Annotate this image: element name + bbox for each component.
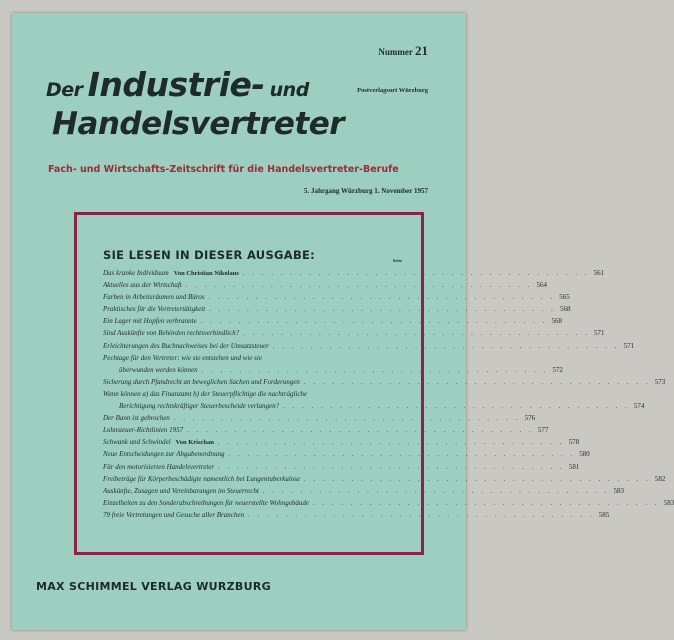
toc-leader-dots: . . . . . . . . . . . . . . . . . . . . . . . . . . . . . . . . . . . . . — [303, 377, 651, 386]
toc-entry — [103, 388, 645, 412]
toc-entry-title: Der Bann ist gebrochen — [103, 414, 170, 423]
toc-entry-title: Ein Lager mit Hopfen verbrannte — [103, 317, 197, 326]
toc-entry-title: Erleichterungen des Buchnachweises bei der Umsatzsteuer — [103, 341, 269, 350]
toc-entry-title: überwunden werden können — [119, 365, 198, 374]
toc-entry-line — [103, 497, 674, 509]
toc-entry-title: Schwank und Schwindel — [103, 438, 171, 447]
toc-leader-dots: . . . . . . . . . . . . . . . . . . . . . . . . . . . . . . . . . . . . . — [272, 341, 620, 350]
issue-number-label: Nummer — [378, 47, 413, 57]
toc-entry-title: Berichtigung rechtskräftiger Steuerbescheide verlangen? — [119, 402, 280, 411]
toc-entry-title: Das kranke Individuum — [103, 269, 169, 277]
toc-entry-title: Einzelheiten zu den Sonderabschreibungen für neuerstellte Wohngebäude — [103, 498, 309, 507]
toc-leader-dots: . . . . . . . . . . . . . . . . . . . . . . . . . . . . . . . . . . . . . — [242, 269, 590, 277]
toc-entry-page: 574 — [633, 402, 645, 411]
toc-entry-line — [103, 473, 666, 485]
toc-entry — [103, 279, 547, 291]
toc-entry-page: 576 — [524, 414, 536, 423]
masthead-subtitle: Fach- und Wirtschafts-Zeitschrift für die Handelsvertreter-Berufe — [48, 164, 399, 175]
toc-entry-page: 578 — [568, 438, 580, 447]
toc-leader-dots: . . . . . . . . . . . . . . . . . . . . . . . . . . . . . . . . . . . . . — [304, 474, 651, 483]
toc-leader-dots: . . . . . . . . . . . . . . . . . . . . . . . . . . . . . . . . . . . . . — [200, 317, 548, 326]
toc-entry-title: Auskünfte, Zusagen und Vereinbarungen im Steuerrecht — [103, 486, 259, 495]
toc-entry-title: Neue Entscheidungen zur Abgabenordnung — [103, 450, 225, 459]
toc-leader-dots: . . . . . . . . . . . . . . . . . . . . . . . . . . . . . . . . . . . . . — [185, 281, 533, 290]
table-of-contents — [74, 212, 674, 555]
toc-entry-line — [103, 424, 549, 436]
toc-leader-dots: . . . . . . . . . . . . . . . . . . . . . . . . . . . . . . . . . . . . . — [228, 450, 576, 459]
toc-leader-dots: . . . . . . . . . . . . . . . . . . . . . . . . . . . . . . . . . . . . . — [262, 486, 610, 495]
toc-entry — [103, 509, 610, 521]
toc-entry-page: 580 — [579, 450, 590, 459]
toc-entry-line — [103, 376, 666, 388]
toc-entry-title: Praktisches für die Vertretertätigkeit — [103, 305, 206, 314]
toc-heading: SIE LESEN IN DIESER AUSGABE: — [103, 248, 316, 262]
toc-entry-title: 79 freie Vertretungen und Gesuche aller Branchen — [103, 510, 245, 519]
toc-entry-line — [103, 448, 590, 460]
toc-entry — [103, 497, 674, 509]
toc-entry-line — [103, 364, 563, 376]
magazine-cover — [12, 13, 674, 630]
title-und: und — [269, 79, 309, 101]
toc-leader-dots: . . . . . . . . . . . . . . . . . . . . . . . . . . . . . . . . . . . . . — [217, 438, 565, 447]
toc-entry-page: 565 — [559, 293, 570, 302]
toc-leader-dots: . . . . . . . . . . . . . . . . . . . . . . . . . . . . . . . . . . . . . — [201, 365, 549, 374]
toc-entry-title: Wann können a) das Finanzamt b) der Steuerpflichtige die nachträgliche — [103, 389, 308, 398]
toc-leader-dots: . . . . . . . . . . . . . . . . . . . . . . . . . . . . . . . . . . . . . — [218, 462, 565, 471]
toc-entry — [103, 473, 666, 485]
toc-leader-dots: . . . . . . . . . . . . . . . . . . . . . . . . . . . . . . . . . . . . . — [209, 305, 556, 314]
toc-entry — [103, 448, 590, 460]
toc-entry-page: 583 — [613, 486, 625, 495]
toc-entry-title: Lohnsteuer-Richtlinien 1957 — [103, 426, 184, 435]
toc-entry-line — [103, 400, 645, 412]
toc-leader-dots: . . . . . . . . . . . . . . . . . . . . . . . . . . . . . . . . . . . . . — [248, 510, 595, 519]
toc-entry-author: Von Krischan — [175, 439, 214, 447]
toc-entry — [103, 315, 562, 327]
toc-entry-line — [103, 340, 635, 352]
toc-entry — [103, 485, 625, 497]
masthead-title-line1 — [46, 65, 309, 104]
toc-entry-line — [103, 352, 407, 364]
edition-info: 5. Jahrgang Würzburg 1. November 1957 — [304, 187, 428, 195]
toc-entry-page: 577 — [537, 426, 549, 435]
toc-entry — [103, 340, 635, 352]
toc-list — [103, 267, 674, 521]
title-industrie: Industrie- — [87, 65, 265, 104]
toc-entry-page: 582 — [654, 474, 666, 483]
toc-entry — [103, 436, 580, 448]
toc-entry-author: Von Christian Nikolaus — [173, 270, 239, 277]
toc-entry-title: Für den motorisierten Handelsvertreter — [103, 462, 215, 471]
toc-leader-dots: . . . . . . . . . . . . . . . . . . . . . . . . . . . . . . . . . . . . . — [208, 293, 556, 302]
toc-entry-line — [103, 388, 407, 400]
toc-entry-page: 571 — [593, 329, 605, 338]
toc-entry-page: 568 — [559, 305, 571, 314]
toc-leader-dots: . . . . . . . . . . . . . . . . . . . . . . . . . . . . . . . . . . . . . — [243, 329, 590, 338]
title-der: Der — [46, 79, 83, 101]
toc-entry-page: 573 — [654, 377, 666, 386]
toc-entry-line — [103, 485, 625, 497]
toc-entry-line — [103, 303, 571, 315]
toc-entry-line — [103, 509, 610, 521]
postverlagsort: Postverlagsort Würzburg — [357, 87, 428, 94]
toc-entry-line — [103, 267, 605, 279]
toc-entry-line — [103, 461, 580, 473]
toc-leader-dots: . . . . . . . . . . . . . . . . . . . . . . . . . . . . . . . . . . . . . — [173, 414, 521, 423]
toc-entry-title: Aktuelles aus der Wirtschaft — [103, 281, 182, 290]
toc-entry-title: Pechtage für den Vertreter: wie sie entstehen und wie sie — [103, 353, 262, 362]
toc-entry-title: Freibeträge für Körperbeschädigte namentlich bei Lungentuberkulose — [103, 474, 301, 483]
toc-entry-page: 561 — [593, 269, 605, 277]
publisher-name: MAX SCHIMMEL VERLAG WURZBURG — [36, 580, 271, 593]
toc-entry-line — [103, 291, 570, 303]
toc-entry — [103, 412, 536, 424]
toc-leader-dots: . . . . . . . . . . . . . . . . . . . . . . . . . . . . . . . . . . . . . — [283, 402, 630, 411]
toc-entry-title: Farben in Arbeitsräumen und Büros — [103, 293, 205, 302]
toc-leader-dots: . . . . . . . . . . . . . . . . . . . . . . . . . . . . . . . . . . . . . — [187, 426, 534, 435]
toc-page-column-label: Seite — [392, 258, 402, 263]
toc-entry — [103, 291, 570, 303]
toc-entry-page: 571 — [623, 341, 635, 350]
toc-entry-page: 564 — [536, 281, 547, 290]
toc-entry — [103, 303, 571, 315]
toc-entry — [103, 327, 605, 339]
toc-entry — [103, 461, 580, 473]
toc-entry-line — [103, 279, 547, 291]
toc-entry-page: 568 — [551, 317, 562, 326]
toc-entry-line — [103, 327, 605, 339]
issue-number — [378, 43, 428, 59]
toc-entry — [103, 352, 563, 376]
toc-entry-page: 581 — [568, 462, 580, 471]
masthead-title-line2: Handelsvertreter — [52, 106, 345, 142]
toc-entry-page: 585 — [598, 510, 610, 519]
toc-entry-page: 572 — [552, 365, 563, 374]
toc-entry — [103, 376, 666, 388]
toc-entry-line — [103, 315, 562, 327]
issue-number-value: 21 — [415, 43, 428, 58]
toc-leader-dots: . . . . . . . . . . . . . . . . . . . . . . . . . . . . . . . . . . . . . — [312, 498, 660, 507]
toc-entry — [103, 424, 549, 436]
toc-entry-title: Sind Auskünfte von Behörden rechtsverbindlich? — [103, 329, 240, 338]
toc-entry-line — [103, 436, 580, 448]
toc-entry-line — [103, 412, 536, 424]
toc-entry-title: Sicherung durch Pfandrecht an beweglichen Sachen und Forderungen — [103, 377, 300, 386]
toc-entry-page: 583 — [663, 498, 674, 507]
toc-entry — [103, 267, 605, 279]
